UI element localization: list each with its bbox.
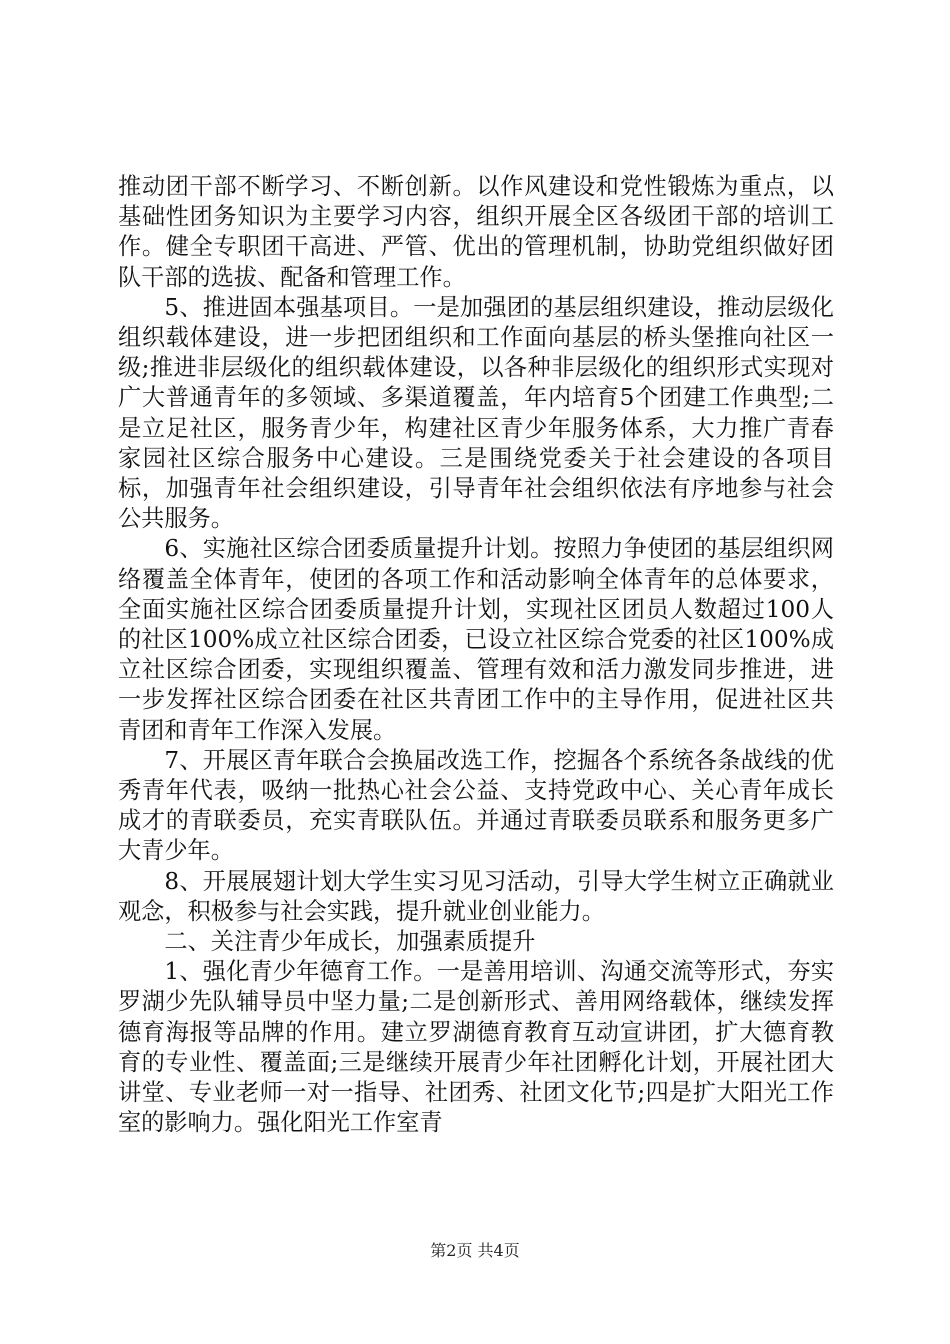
document-body: [118, 172, 834, 1139]
paragraph-4: 7、开展区青年联合会换届改选工作，挖掘各个系统各条战线的优秀青年代表，吸纳一批热心社会公益、支持党政中心、关心青年成长成才的青联委员，充实青联队伍。并通过青联委员联系和服务更多广大青少年。: [118, 746, 834, 865]
paragraph-1: 推动团干部不断学习、不断创新。以作风建设和党性锻炼为重点，以基础性团务知识为主要学习内容，组织开展全区各级团干部的培训工作。健全专职团干高进、严管、优出的管理机制，协助党组织做好团队干部的选拔、配备和管理工作。: [118, 173, 834, 291]
section-heading: 二、关注青少年成长，加强素质提升: [164, 928, 536, 956]
paragraph-2: 5、推进固本强基项目。一是加强团的基层组织建设，推动层级化组织载体建设，进一步把团组织和工作面向基层的桥头堡推向社区一级;推进非层级化的组织载体建设，以各种非层级化的组织形式实现对广大普通青年的多领域、多渠道覆盖，年内培育5个团建工作典型;二是立足社区，服务青少年，构建社区青少年服务体系，大力推广青春家园社区综合服务中心建设。三是围绕党委关于社会建设的各项目标，加强青年社会组织建设，引导青年社会组织依法有序地参与社会公共服务。: [118, 293, 834, 533]
paragraph-7: 1、强化青少年德育工作。一是善用培训、沟通交流等形式，夯实罗湖少先队辅导员中坚力量;二是创新形式、善用网络载体，继续发挥德育海报等品牌的作用。建立罗湖德育教育互动宣讲团，扩大德育教育的专业性、覆盖面;三是继续开展青少年社团孵化计划，开展社团大讲堂、专业老师一对一指导、社团秀、社团文化节;四是扩大阳光工作室的影响力。强化阳光工作室青: [118, 958, 834, 1137]
paragraph-5: 8、开展展翅计划大学生实习见习活动，引导大学生树立正确就业观念，积极参与社会实践，提升就业创业能力。: [118, 867, 834, 925]
page-footer: 第2页 共4页: [430, 1241, 520, 1260]
paragraph-3: 6、实施社区综合团委质量提升计划。按照力争使团的基层组织网络覆盖全体青年，使团的各项工作和活动影响全体青年的总体要求，全面实施社区综合团委质量提升计划，实现社区团员人数超过100人的社区100%成立社区综合团委，已设立社区综合党委的社区100%成立社区综合团委，实现组织覆盖、管理有效和活力激发同步推进，进一步发挥社区综合团委在社区共青团工作中的主导作用，促进社区共青团和青年工作深入发展。: [118, 535, 835, 744]
